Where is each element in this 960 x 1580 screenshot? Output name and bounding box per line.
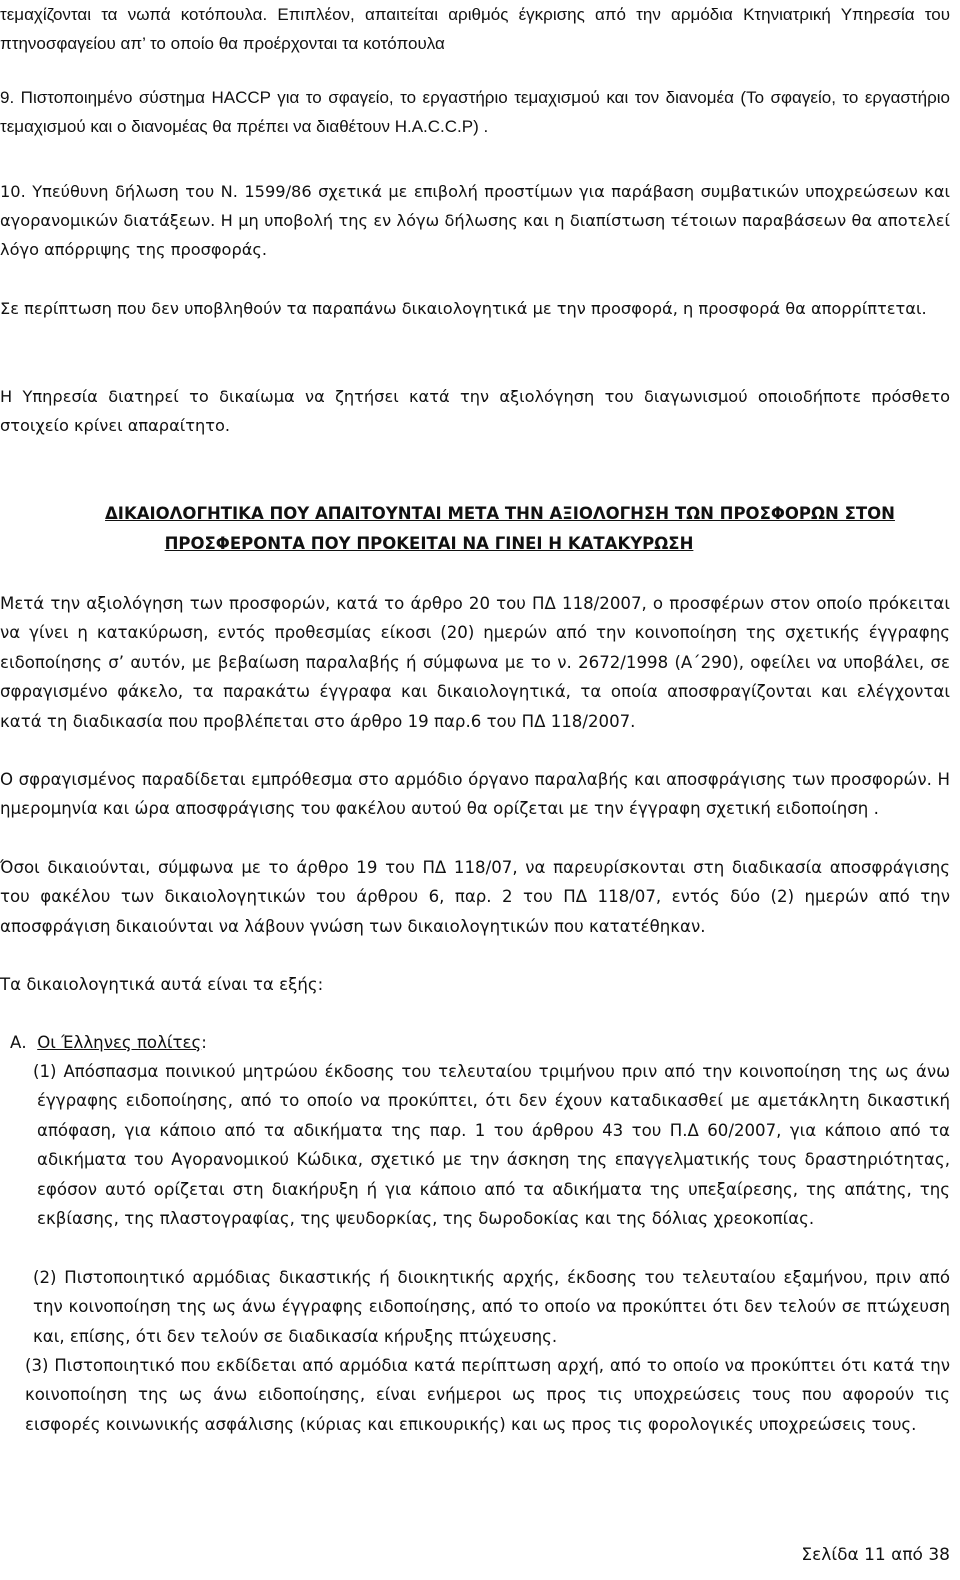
paragraph-rejection: Σε περίπτωση που δεν υποβληθούν τα παραπάνω δικαιολογητικά με την προσφορά, η προσφορά θα απορρίπτεται. <box>0 299 927 318</box>
section-heading-line-1: ΔΙΚΑΙΟΛΟΓΗΤΙΚΑ ΠΟΥ ΑΠΑΙΤΟΥΝΤΑΙ ΜΕΤΑ ΤΗΝ ΑΞΙΟΛΟΓΗΣΗ ΤΩΝ ΠΡΟΣΦΟΡΩΝ ΣΤΟΝ <box>105 504 895 523</box>
section-heading-line-2: ΠΡΟΣΦΕΡΟΝΤΑ ΠΟΥ ΠΡΟΚΕΙΤΑΙ ΝΑ ΓΙΝΕΙ Η ΚΑΤΑΚΥΡΩΣΗ <box>164 534 694 553</box>
item-10-declaration <box>0 177 950 264</box>
section-a-colon: : <box>201 1033 207 1052</box>
requirement-3-insurance-tax-certificate: (3) Πιστοποιητικό που εκδίδεται από αρμόδια κατά περίπτωση αρχή, από το οποίο να προκύπτει ότι κατά την κοινοποίηση της ως άνω ειδοποίησης, είναι ενήμεροι ως προς τις υποχρεώσεις τους που αφορούν τις εισφορές κοινωνικής ασφάλισης (κύριας και επικουρικής) και ως προς τις φορολογικές υποχρεώσεις τους. <box>25 1356 950 1434</box>
paragraph-these-documents: Τα δικαιολογητικά αυτά είναι τα εξής: <box>0 975 324 994</box>
section-a-letter: Α. <box>10 1033 27 1052</box>
paragraph-entitled: Όσοι δικαιούνται, σύμφωνα με το άρθρο 19 του ΠΔ 118/07, να παρευρίσκονται στη διαδικασία αποσφράγισης του φακέλου των δικαιολογητικών του άρθρου 6, παρ. 2 του ΠΔ 118/07, εντός δύο (2) ημερών από την αποσφράγιση δικαιούνται να λάβουν γνώση των δικαιολογητικών που κατατέθηκαν. <box>0 858 950 936</box>
paragraph-service-right: Η Υπηρεσία διατηρεί το δικαίωμα να ζητήσει κατά την αξιολόγηση του διαγωνισμού οποιοδήποτε πρόσθετο στοιχείο κρίνει απαραίτητο. <box>0 387 950 435</box>
paragraph-evaluation: Μετά την αξιολόγηση των προσφορών, κατά το άρθρο 20 του ΠΔ 118/2007, ο προσφέρων στον οποίο πρόκειται να γίνει η κατακύρωση, εντός προθεσμίας είκοσι (20) ημερών από την κοινοποίηση της σχετικής έγγραφης ειδοποίησης σ’ αυτόν, με βεβαίωση παραλαβής ή σύμφωνα με το ν. 2672/1998 (Α΄290), οφείλει να υποβάλει, σε σφραγισμένο φάκελο, τα παρακάτω έγγραφα και δικαιολογητικά, τα οποία αποσφραγίζονται και ελέγχονται κατά τη διαδικασία που προβλέπεται στο άρθρο 19 παρ.6 του ΠΔ 118/2007. <box>0 594 950 731</box>
requirement-1-criminal-record: (1) Απόσπασμα ποινικού μητρώου έκδοσης του τελευταίου τριμήνου πριν από την κοινοποίηση της ως άνω έγγραφης ειδοποίησης, από το οποίο να προκύπτει, ότι δεν έχουν καταδικασθεί με αμετάκλητη δικαστική απόφαση, για κάποιο από τα αδικήματα της παρ. 1 του άρθρου 43 του Π.Δ 60/2007, για κάποιο από τα αδικήματα του Αγορανομικού Κώδικα, σχετικό με την άσκηση της επαγγελματικής τους δραστηριότητας, εφόσον αυτό ορίζεται στη διακήρυξη ή για κάποιο από τα αδικήματα της υπεξαίρεσης, της απάτης, της εκβίασης, της πλαστογραφίας, της ψευδορκίας, της δωροδοκίας και της δόλιας χρεοκοπίας. <box>33 1062 950 1229</box>
item-10-part-b: Η μη υποβολή της εν λόγω δήλωσης και η διαπίστωση τέτοιων παραβάσεων θα αποτελεί λόγο απόρριψης της προσφοράς. <box>0 211 951 259</box>
page-number-footer: Σελίδα 11 από 38 <box>801 1545 950 1565</box>
paragraph-poultry-approval: τεμαχίζονται τα νωπά κοτόπουλα. Επιπλέον, απαιτείται αριθμός έγκρισης από την αρμόδια Κτηνιατρική Υπηρεσία του πτηνοσφαγείου απ’ το οποίο θα προέρχονται τα κοτόπουλα <box>0 5 950 53</box>
item-10-part-a: 10. Υπεύθυνη δήλωση του Ν. 1599/86 σχετικά με επιβολή προστίμων για παράβαση συμβατικών υποχρεώσεων και αγορανομικών διατάξεων. <box>0 182 950 230</box>
section-a-title: Οι Έλληνες πολίτες <box>37 1033 202 1052</box>
item-9-haccp: 9. Πιστοποιημένο σύστημα HACCP για το σφαγείο, το εργαστήριο τεμαχισμού και τον διανομέα (Το σφαγείο, το εργαστήριο τεμαχισμού και ο διανομέας θα πρέπει να διαθέτουν Η.Α.C.C.P) . <box>0 88 950 136</box>
section-a-heading <box>10 1028 910 1057</box>
requirement-2-bankruptcy-certificate: (2) Πιστοποιητικό αρμόδιας δικαστικής ή διοικητικής αρχής, έκδοσης του τελευταίου εξαμήνου, πριν από την κοινοποίηση της ως άνω έγγραφης ειδοποίησης, από το οποίο να προκύπτει ότι δεν τελούν σε πτώχευση και, επίσης, ότι δεν τελούν σε διαδικασία κήρυξης πτώχευσης. <box>33 1268 950 1346</box>
paragraph-sealed-envelope: Ο σφραγισμένος παραδίδεται εμπρόθεσμα στο αρμόδιο όργανο παραλαβής και αποσφράγισης των προσφορών. Η ημερομηνία και ώρα αποσφράγισης του φακέλου αυτού θα ορίζεται με την έγγραφη σχετική ειδοποίηση . <box>0 770 950 819</box>
